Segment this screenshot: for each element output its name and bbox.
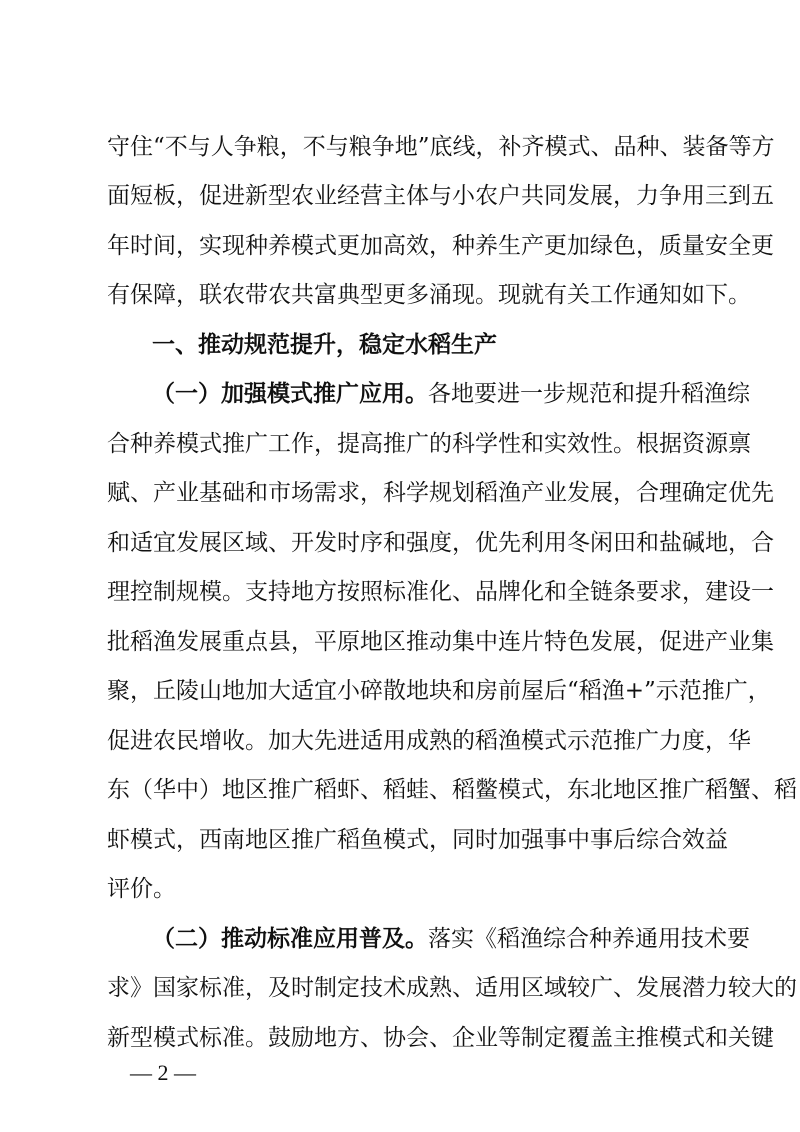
intro-line-2: 面短板，促进新型农业经营主体与小农户共同发展，力争用三到五: [107, 183, 774, 209]
paragraph-1-lead: （一）加强模式推广应用。: [152, 381, 428, 407]
paragraph-2-lead: （二）推动标准应用普及。: [152, 926, 428, 952]
paragraph-1-line-9: 东（华中）地区推广稻虾、稻蛙、稻鳖模式，东北地区推广稻蟹、稻: [107, 777, 797, 803]
paragraph-1-line-4: 和适宜发展区域、开发时序和强度，优先利用冬闲田和盐碱地，合: [107, 530, 774, 556]
paragraph-1-line-3: 赋、产业基础和市场需求，科学规划稻渔产业发展，合理确定优先: [107, 480, 774, 506]
paragraph-1-line-2: 合种养模式推广工作，提高推广的科学性和实效性。根据资源禀: [107, 431, 751, 457]
paragraph-1-line-10: 虾模式，西南地区推广稻鱼模式，同时加强事中事后综合效益: [107, 827, 728, 853]
paragraph-1-line-7: 聚，丘陵山地加大适宜小碎散地块和房前屋后“稻渔+”示范推广，: [107, 678, 771, 704]
paragraph-2-first-line-text: 落实《稻渔综合种养通用技术要: [428, 926, 750, 952]
intro-line-4: 有保障，联农带农共富典型更多涌现。现就有关工作通知如下。: [107, 282, 751, 308]
paragraph-1-line-6: 批稻渔发展重点县，平原地区推动集中连片特色发展，促进产业集: [107, 629, 774, 655]
intro-line-3: 年时间，实现种养模式更加高效，种养生产更加绿色，质量安全更: [107, 233, 774, 259]
paragraph-1-first-line-text: 各地要进一步规范和提升稻渔综: [428, 381, 750, 407]
section-heading: 一、推动规范提升，稳定水稻生产: [152, 332, 497, 358]
page-number: — 2 —: [130, 1060, 196, 1085]
paragraph-2-line-2: 求》国家标准，及时制定技术成熟、适用区域较广、发展潜力较大的: [107, 975, 797, 1001]
paragraph-1-line-11: 评价。: [107, 876, 176, 902]
intro-line-1: 守住“不与人争粮，不与粮争地”底线，补齐模式、品种、装备等方: [107, 134, 775, 160]
paragraph-1-line-5: 理控制规模。支持地方按照标准化、品牌化和全链条要求，建设一: [107, 579, 774, 605]
paragraph-2-line-3: 新型模式标准。鼓励地方、协会、企业等制定覆盖主推模式和关键: [107, 1025, 774, 1051]
paragraph-2-first-line: [152, 919, 750, 959]
paragraph-1-first-line: [152, 374, 750, 414]
paragraph-1-line-8: 促进农民增收。加大先进适用成熟的稻渔模式示范推广力度，华: [107, 728, 751, 754]
